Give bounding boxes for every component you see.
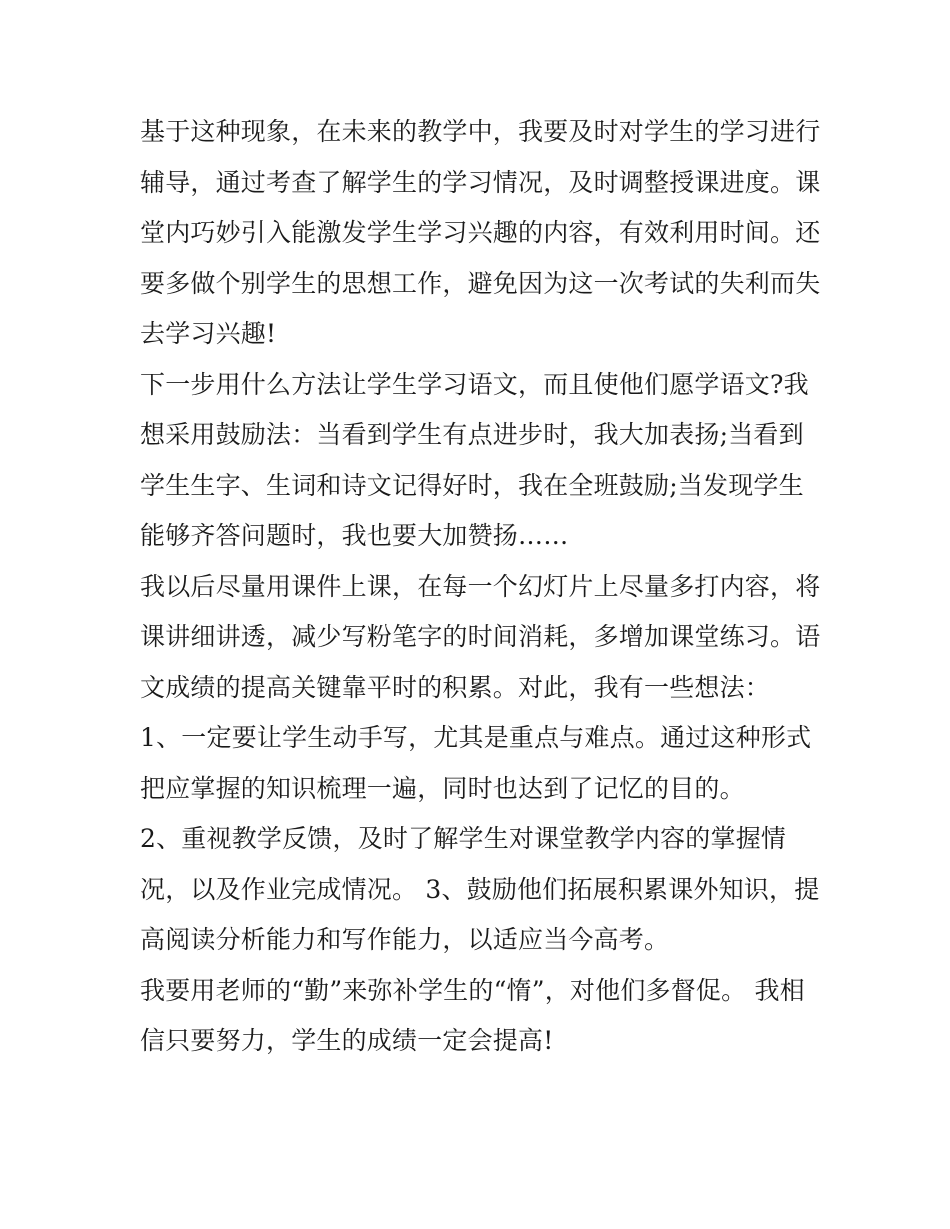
body-text — [140, 107, 820, 1067]
text-line: 要多做个别学生的思想工作，避免因为这一次考试的失利而失 — [140, 268, 821, 298]
text-line: 课讲细讲透，减少写粉笔字的时间消耗，多增加课堂练习。语 — [140, 622, 821, 651]
text-line: 我以后尽量用课件上课，在每一个幻灯片上尽量多打内容，将 — [140, 571, 821, 601]
text-line: 下一步用什么方法让学生学习语文，而且使他们愿学语文?我 — [140, 369, 809, 399]
text-line: 学生生字、生词和诗文记得好时，我在全班鼓励;当发现学生 — [140, 470, 804, 500]
text-line: 辅导，通过考查了解学生的学习情况，及时调整授课进度。课 — [140, 167, 821, 197]
text-line: 高阅读分析能力和写作能力，以适应当今高考。 — [140, 925, 670, 954]
text-line: 想采用鼓励法：当看到学生有点进步时，我大加表扬;当看到 — [140, 420, 804, 449]
text-line: 把应掌握的知识梳理一遍，同时也达到了记忆的目的。 — [140, 773, 745, 803]
text-line: 堂内巧妙引入能激发学生学习兴趣的内容，有效利用时间。还 — [140, 218, 821, 247]
text-line: 1、一定要让学生动手写，尤其是重点与难点。通过这种形式 — [140, 723, 812, 752]
text-line: 我要用老师的“勤”来弥补学生的“惰”，对他们多督促。 我相 — [140, 975, 805, 1005]
text-line: 去学习兴趣! — [140, 319, 277, 348]
text-line: 信只要努力，学生的成绩一定会提高! — [140, 1026, 554, 1055]
text-line: 能够齐答问题时，我也要大加赞扬…… — [140, 521, 569, 550]
text-line: 况，以及作业完成情况。 3、鼓励他们拓展积累课外知识，提 — [140, 874, 820, 904]
text-line: 2、重视教学反馈，及时了解学生对课堂教学内容的掌握情 — [140, 824, 787, 853]
text-line: 文成绩的提高关键靠平时的积累。对此，我有一些想法： — [140, 672, 771, 702]
text-line: 基于这种现象，在未来的教学中，我要及时对学生的学习进行 — [140, 117, 821, 146]
